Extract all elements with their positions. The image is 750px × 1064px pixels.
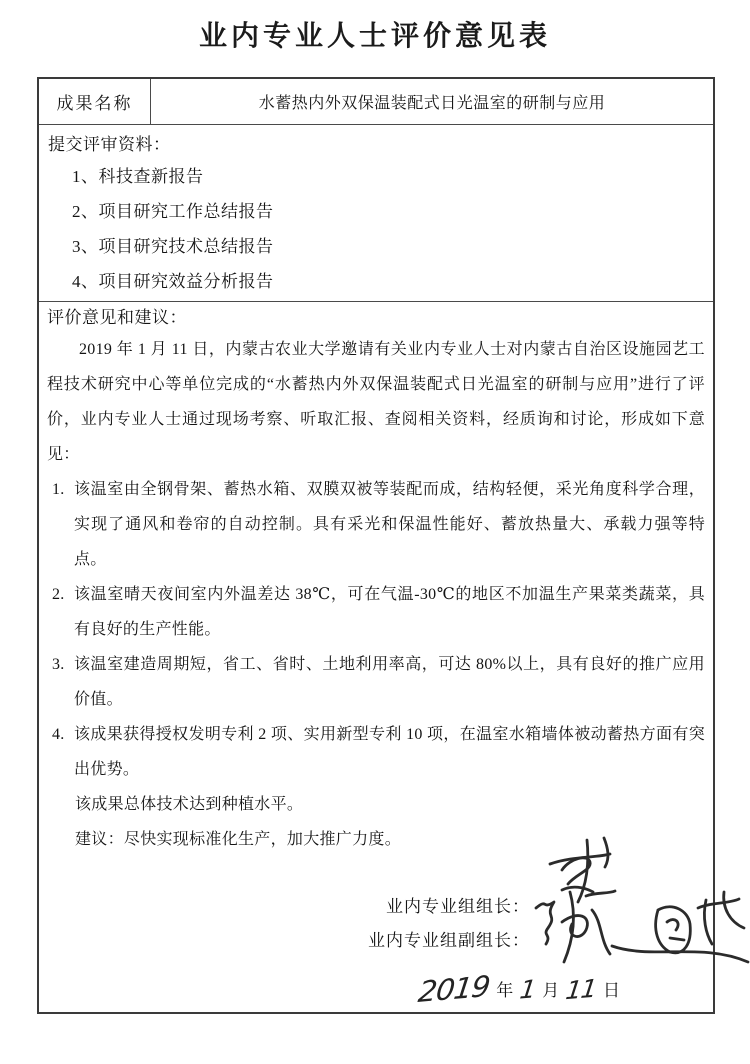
opinion-item-text: 该温室由全钢骨架、蓄热水箱、双膜双被等装配而成，结构轻便，采光角度科学合理，实现了通风和卷帘的自动控制。具有采光和保温性能好、蓄放热量大、承载力强等特点。	[74, 481, 705, 568]
opinion-item-text: 该温室建造周期短，省工、省时、土地利用率高，可达 80%以上，具有良好的推广应用价值。	[74, 656, 705, 708]
signature-stroke	[724, 892, 744, 928]
opinion-item	[47, 472, 705, 577]
leader-signature-label: 业内专业组组长：	[386, 897, 530, 916]
opinions-section	[39, 302, 713, 1012]
opinions-summary-line: 该成果总体技术达到种植水平。	[75, 796, 304, 813]
materials-section	[39, 125, 713, 302]
handwritten-day-value: 11	[564, 973, 599, 1006]
opinion-item-number: 2.	[52, 586, 65, 603]
opinion-item-text: 该温室晴天夜间室内外温差达 38℃，可在气温-30℃的地区不加温生产果菜类蔬菜，具有良好的生产性能。	[74, 586, 705, 638]
handwritten-year-value: 2019	[416, 969, 492, 1009]
evaluation-date	[416, 962, 620, 1009]
material-item: 2、项目研究工作总结报告	[72, 202, 274, 221]
opinion-item	[47, 717, 705, 787]
deputy-leader-signature-label: 业内专业组副组长：	[368, 931, 530, 950]
result-name-value: 水蓄热内外双保温装配式日光温室的研制与应用	[258, 95, 606, 112]
material-item: 4、项目研究效益分析报告	[72, 272, 274, 291]
opinions-heading: 评价意见和建议：	[47, 308, 187, 327]
opinion-item-text: 该成果获得授权发明专利 2 项、实用新型专利 10 项，在温室水箱墙体被动蓄热方面有突出优势。	[74, 726, 705, 778]
opinion-item-number: 1.	[52, 481, 65, 498]
material-item: 3、项目研究技术总结报告	[72, 237, 274, 256]
result-name-label: 成果名称	[39, 79, 151, 124]
day-suffix-label: 日	[603, 981, 620, 1000]
materials-heading: 提交评审资料：	[48, 135, 171, 154]
opinion-item-number: 3.	[52, 656, 65, 673]
month-suffix-label: 月	[542, 981, 560, 1000]
opinion-item	[47, 577, 705, 647]
opinion-item-number: 4.	[52, 726, 65, 743]
page-title: 业内专业人士评价意见表	[198, 21, 551, 52]
opinions-intro-paragraph: 2019 年 1 月 11 日，内蒙古农业大学邀请有关业内专业人士对内蒙古自治区设施园艺工程技术研究中心等单位完成的“水蓄热内外双保温装配式日光温室的研制与应用”进行了评价，业内专业人士通过现场考察、听取汇报、查阅相关资料，经质询和讨论，形成如下意见：	[47, 341, 705, 463]
evaluation-form-table	[37, 77, 715, 1014]
handwritten-month-value: 1	[518, 974, 538, 1005]
year-suffix-label: 年	[496, 981, 514, 1000]
result-name-row	[39, 79, 713, 125]
material-item: 1、科技查新报告	[72, 167, 204, 186]
opinions-suggestion-line: 建议：尽快实现标准化生产，加大推广力度。	[75, 831, 402, 848]
opinion-item	[47, 647, 705, 717]
